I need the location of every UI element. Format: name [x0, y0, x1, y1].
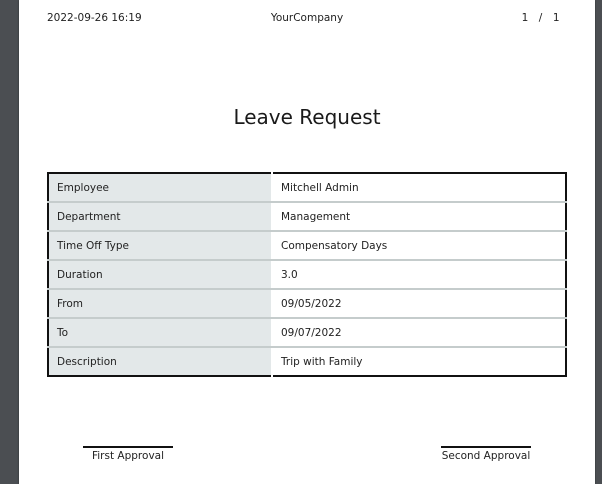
- page-counter: [517, 12, 565, 24]
- leave-details-table: [47, 172, 567, 377]
- table-row: [48, 318, 566, 347]
- table-row: [48, 173, 566, 202]
- company-name: YourCompany: [270, 12, 344, 24]
- first-approval-signature: First Approval: [83, 446, 173, 462]
- row-value-duration: 3.0: [272, 260, 566, 289]
- row-label-employee: Employee: [48, 173, 272, 202]
- viewer-scrollbar[interactable]: [596, 0, 602, 484]
- table-row: [48, 289, 566, 318]
- report-page: [19, 0, 595, 484]
- page-total: 1: [552, 12, 560, 24]
- table-row: [48, 347, 566, 376]
- row-value-to: 09/07/2022: [272, 318, 566, 347]
- row-label-description: Description: [48, 347, 272, 376]
- row-label-duration: Duration: [48, 260, 272, 289]
- document-title: Leave Request: [233, 105, 381, 129]
- page-current: 1: [521, 12, 529, 24]
- row-value-time-off-type: Compensatory Days: [272, 231, 566, 260]
- table-row: [48, 260, 566, 289]
- row-value-department: Management: [272, 202, 566, 231]
- row-value-from: 09/05/2022: [272, 289, 566, 318]
- row-label-department: Department: [48, 202, 272, 231]
- print-datetime: 2022-09-26 16:19: [47, 12, 142, 24]
- second-approval-signature: Second Approval: [441, 446, 531, 462]
- table-row: [48, 202, 566, 231]
- page-separator: /: [538, 12, 543, 24]
- row-label-to: To: [48, 318, 272, 347]
- row-value-description: Trip with Family: [272, 347, 566, 376]
- row-label-time-off-type: Time Off Type: [48, 231, 272, 260]
- row-label-from: From: [48, 289, 272, 318]
- table-row: [48, 231, 566, 260]
- row-value-employee: Mitchell Admin: [272, 173, 566, 202]
